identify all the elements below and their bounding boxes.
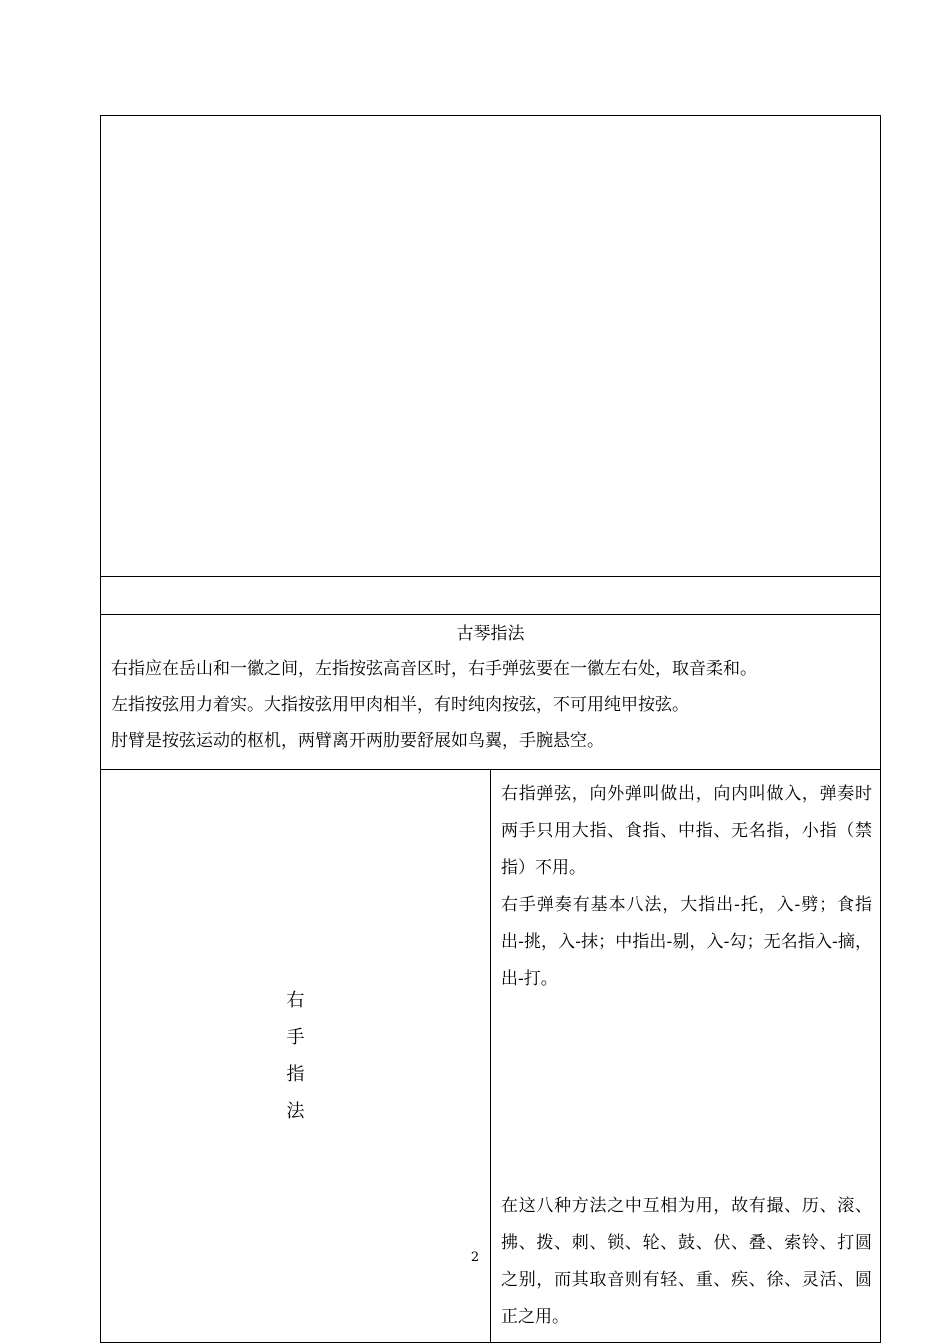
label-char: 指	[286, 1064, 305, 1085]
blank-row	[101, 116, 881, 577]
intro-row	[101, 615, 881, 770]
right-hand-label	[286, 982, 306, 1130]
spacer-row	[101, 577, 881, 615]
label-char: 法	[286, 1101, 305, 1122]
blank-image-area	[101, 116, 881, 577]
intro-line: 肘臂是按弦运动的枢机，两臂离开两肋要舒展如鸟翼，手腕悬空。	[111, 731, 604, 751]
spacer	[501, 998, 872, 1188]
empty-cell	[101, 577, 881, 615]
section-title: 古琴指法	[456, 624, 525, 644]
paragraph: 右指弹弦，向外弹叫做出，向内叫做入，弹奏时两手只用大指、食指、中指、无名指，小指（禁指）不用。	[501, 784, 872, 878]
label-char: 手	[286, 1027, 305, 1048]
intro-cell	[101, 615, 881, 770]
paragraph: 在这八种方法之中互相为用，故有撮、历、滚、拂、拨、刺、锁、轮、鼓、伏、叠、索铃、打圆之别，而其取音则有轻、重、疾、徐、灵活、圆正之用。	[501, 1196, 872, 1327]
intro-line: 左指按弦用力着实。大指按弦用甲肉相半，有时纯肉按弦，不可用纯甲按弦。	[111, 695, 689, 715]
page-number: 2	[470, 1250, 480, 1265]
document-table	[100, 115, 881, 1343]
paragraph: 右手弹奏有基本八法，大指出-托，入-劈；食指出-挑，入-抹；中指出-剔，入-勾；无名指入-摘，出-打。	[501, 895, 872, 989]
label-char: 右	[286, 990, 305, 1011]
intro-line: 右指应在岳山和一徽之间，左指按弦高音区时，右手弹弦要在一徽左右处，取音柔和。	[111, 659, 757, 679]
